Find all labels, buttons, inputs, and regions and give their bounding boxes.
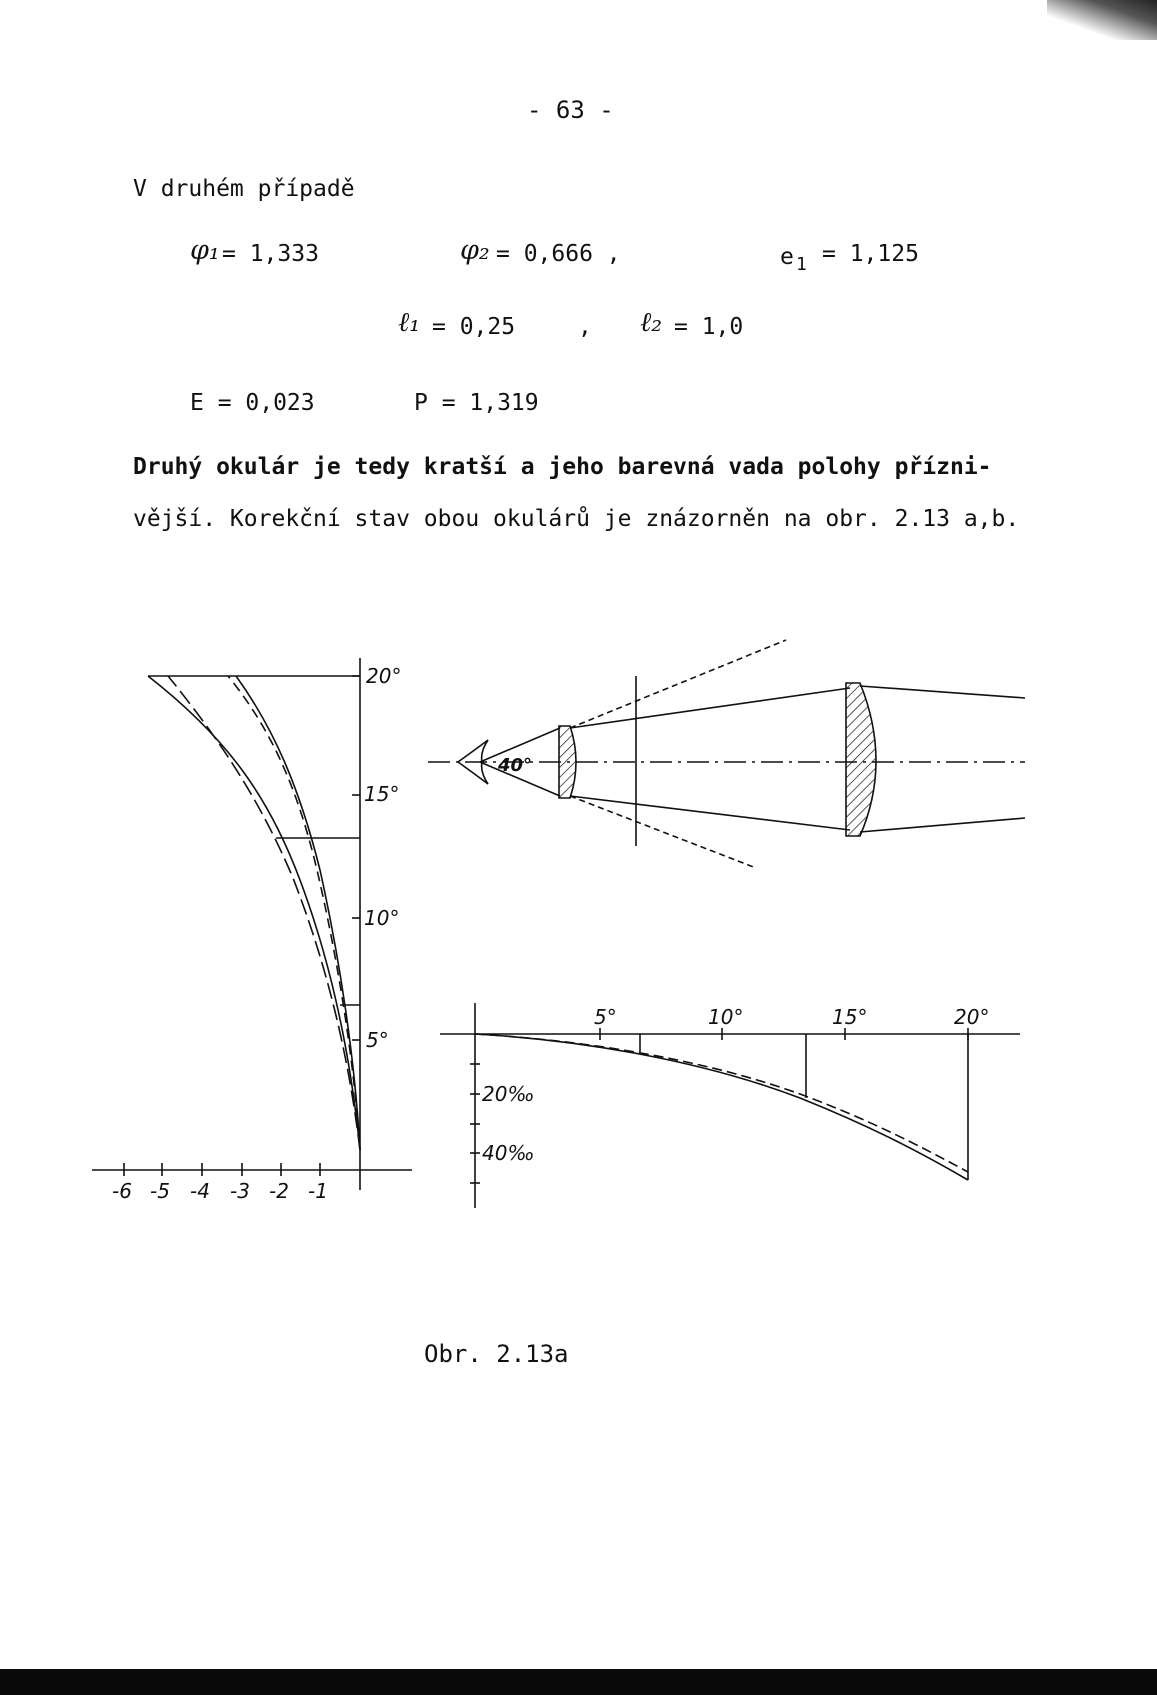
l2-value: = 1,0 bbox=[674, 314, 744, 340]
l1-symbol: ℓ₁ bbox=[398, 307, 421, 338]
right-xlabel-10: 10° bbox=[708, 1005, 744, 1029]
paragraph-line-2: vější. Korekční stav obou okulárů je znázorněn na obr. 2.13 a,b. bbox=[133, 506, 1020, 532]
phi1-symbol: φ₁ bbox=[190, 235, 220, 266]
page-number: - 63 - bbox=[527, 96, 614, 124]
intro-line: V druhém případě bbox=[133, 176, 355, 202]
left-xlabel-4: -4 bbox=[190, 1179, 210, 1203]
left-ylabel-15: 15° bbox=[364, 782, 400, 806]
left-curve-outer-dashed bbox=[168, 676, 360, 1150]
left-curve-outer-solid bbox=[148, 676, 360, 1150]
paragraph-line-1: Druhý okulár je tedy kratší a jeho barevná vada polohy přízni- bbox=[133, 454, 992, 480]
right-xlabel-20: 20° bbox=[954, 1005, 990, 1029]
optical-diagram bbox=[428, 640, 1025, 868]
right-xlabel-5: 5° bbox=[594, 1005, 617, 1029]
phi2-value: = 0,666 , bbox=[496, 241, 621, 267]
ray-exit-lower bbox=[860, 818, 1025, 832]
right-ylabel-20: 20‰ bbox=[482, 1082, 535, 1106]
phi2-symbol: φ₂ bbox=[460, 235, 490, 266]
P-value: P = 1,319 bbox=[414, 390, 539, 416]
figure-caption: Obr. 2.13a bbox=[424, 1340, 569, 1368]
left-xlabel-6: -6 bbox=[112, 1179, 132, 1203]
right-curve-solid bbox=[475, 1034, 968, 1180]
left-ylabel-20: 20° bbox=[366, 664, 402, 688]
eye-lens bbox=[559, 726, 576, 798]
eye-angle-label: 40° bbox=[498, 755, 533, 776]
separator-comma: , bbox=[578, 314, 592, 340]
e1-subscript: 1 bbox=[796, 254, 807, 275]
left-xlabel-3: -3 bbox=[230, 1179, 250, 1203]
right-curve-dashed bbox=[475, 1034, 968, 1172]
left-curve-inner-dashed bbox=[228, 676, 360, 1150]
phi1-value: = 1,333 bbox=[222, 241, 319, 267]
scan-bottom-edge bbox=[0, 1669, 1157, 1695]
l2-symbol: ℓ₂ bbox=[640, 307, 663, 338]
left-ylabel-10: 10° bbox=[364, 906, 400, 930]
l1-value: = 0,25 bbox=[432, 314, 516, 340]
ray-dashed-upper bbox=[570, 640, 786, 728]
left-ylabel-5: 5° bbox=[366, 1028, 389, 1052]
right-xlabel-15: 15° bbox=[832, 1005, 868, 1029]
left-xlabel-5: -5 bbox=[150, 1179, 170, 1203]
e1-value: = 1,125 bbox=[822, 241, 919, 267]
e1-symbol: e bbox=[780, 244, 794, 270]
E-value: E = 0,023 bbox=[190, 390, 315, 416]
left-xlabel-1: -1 bbox=[308, 1179, 328, 1203]
right-ylabel-40: 40‰ bbox=[482, 1141, 535, 1165]
left-xlabel-2: -2 bbox=[269, 1179, 289, 1203]
ray-exit-upper bbox=[860, 686, 1025, 698]
left-curve-inner-solid bbox=[236, 676, 360, 1150]
ray-mid-upper bbox=[570, 688, 850, 728]
scan-corner-shadow bbox=[1047, 0, 1157, 40]
field-lens bbox=[846, 683, 876, 836]
